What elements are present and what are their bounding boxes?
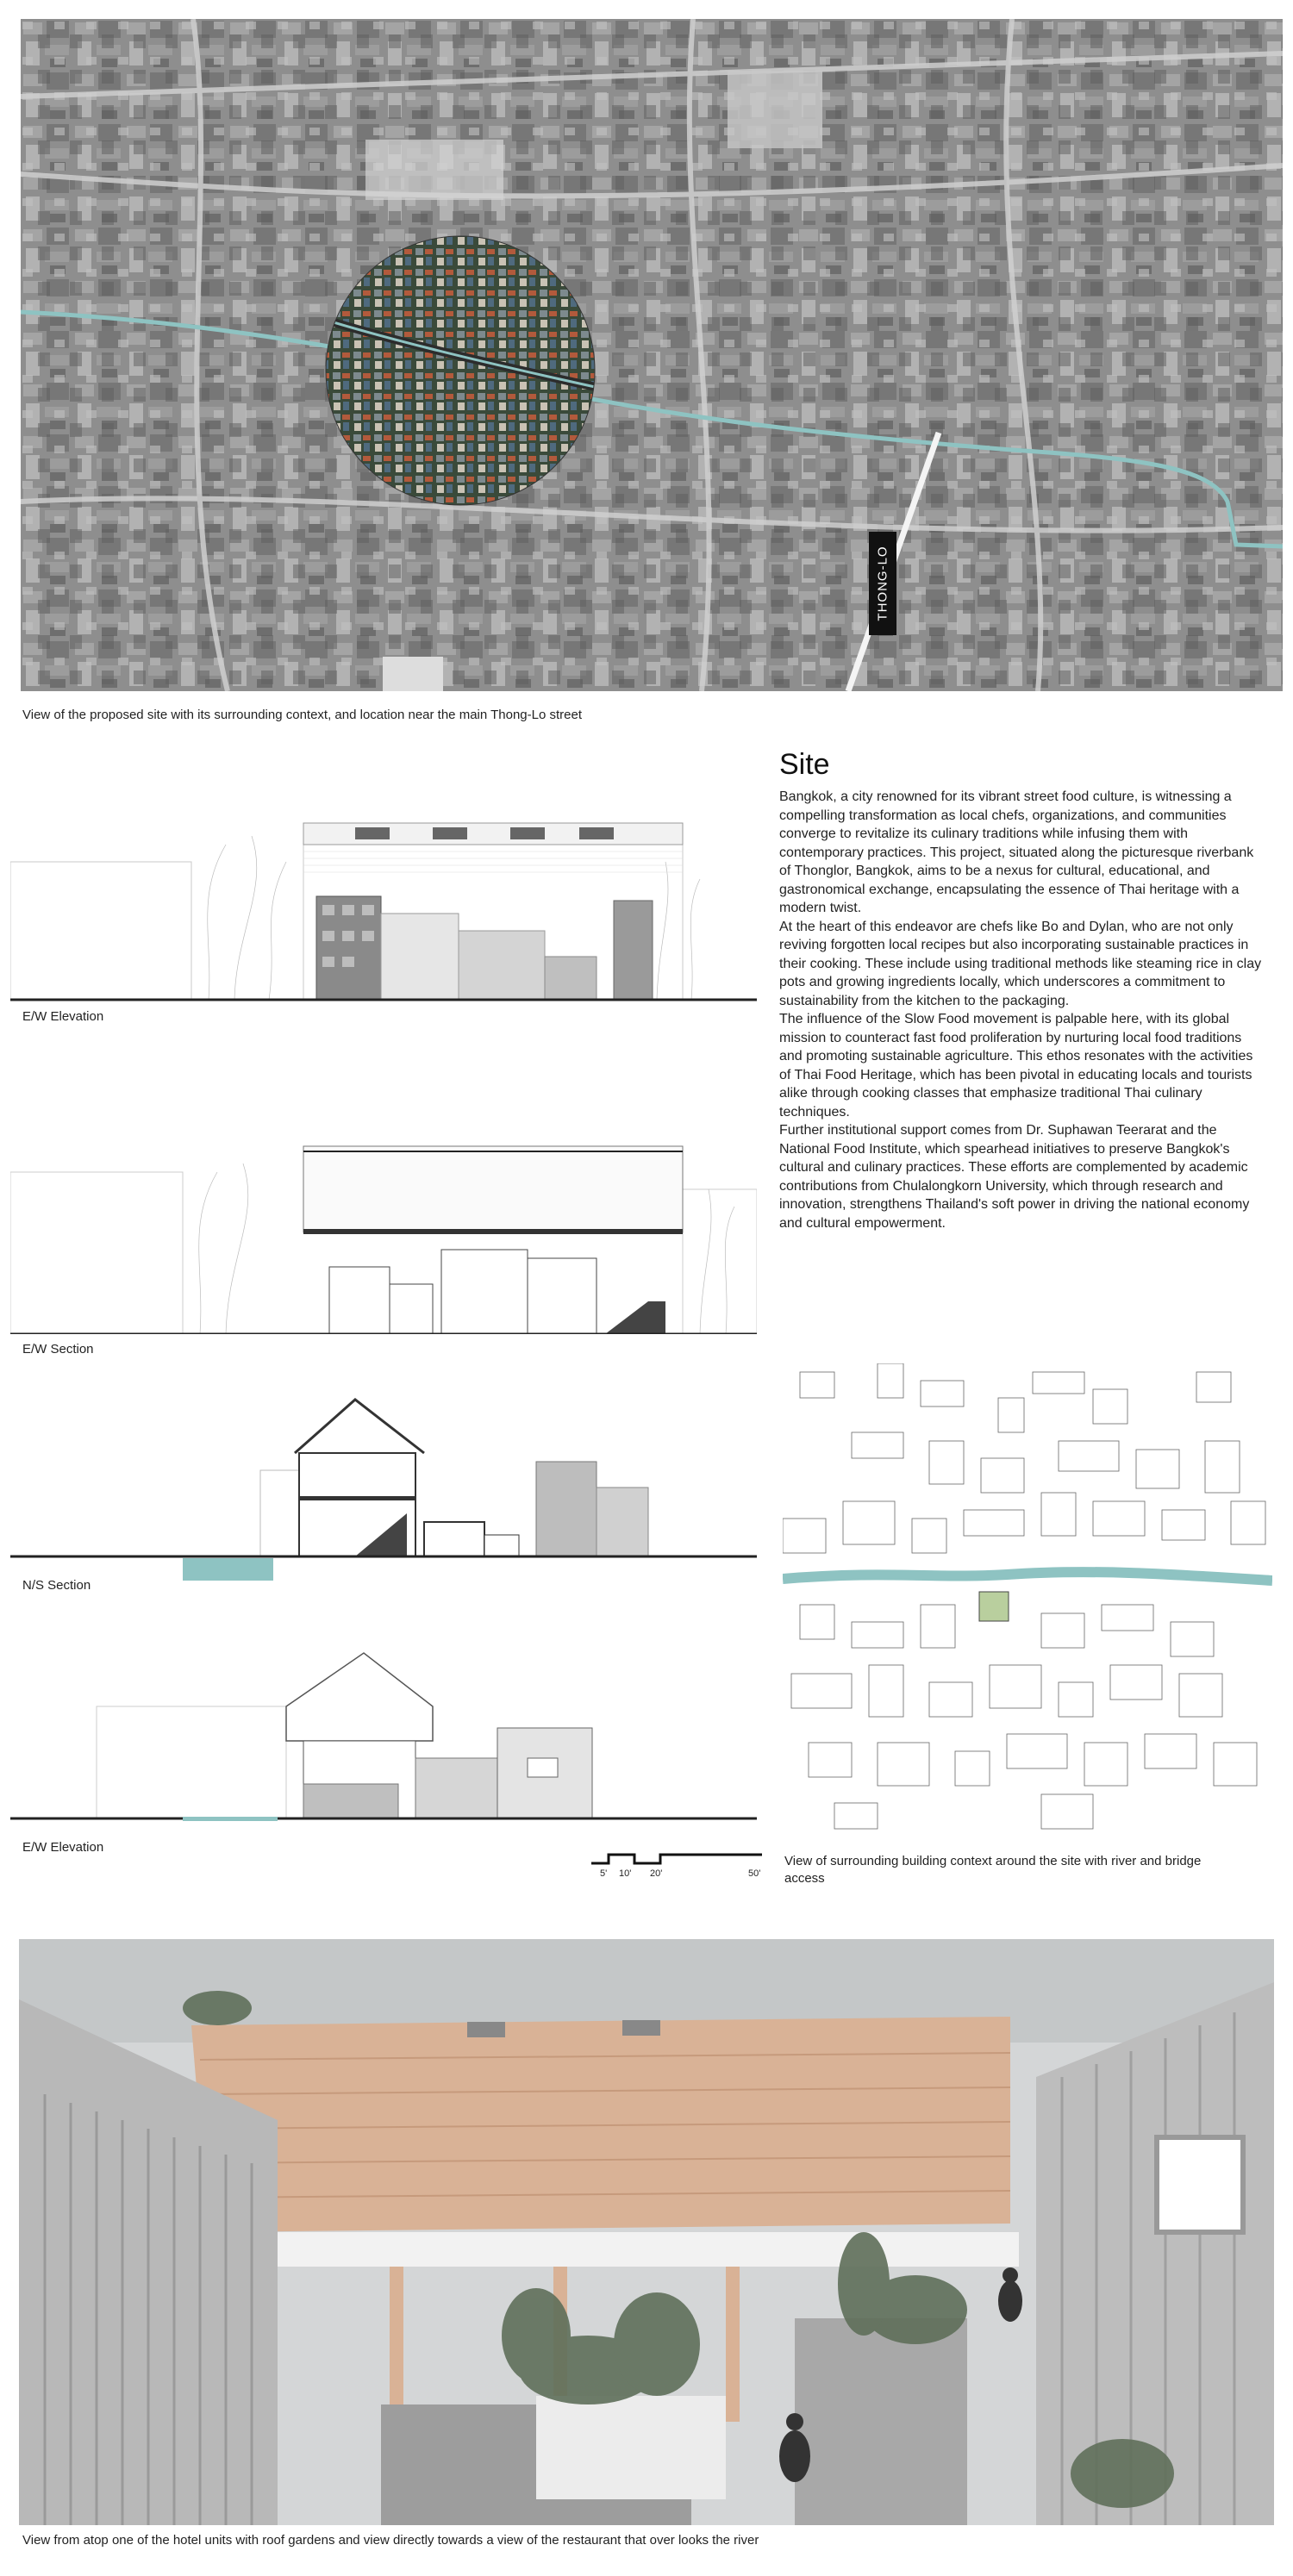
- context-map-caption: View of surrounding building context around the site with river and bridge access: [784, 1854, 1202, 1886]
- ew-elevation-1-drawing: [10, 810, 757, 1001]
- street-label: [869, 532, 896, 635]
- aerial-map: [21, 19, 1283, 691]
- site-paragraph: Further institutional support comes from Dr. Suphawan Teerarat and the National Food Institute, which spearhead initiatives to preserve Bangkok's cultural and culinary practices. These efforts are complemented by academic contributions from Chulalongkorn University, which through research and innovation, strengthens Thailand's soft power in driving the national economy and cultural empowerment.: [779, 1123, 1250, 1231]
- site-paragraph: At the heart of this endeavor are chefs like Bo and Dylan, who are not only reviving forgotten local recipes but also incorporating sustainable practices in their cooking. These include using traditional methods like steaming rice in clay pots and growing ingredients locally, which underscores a commitment to sustainability from the kitchen to the packaging.: [779, 919, 1262, 1008]
- ew-section-drawing: [10, 1138, 757, 1334]
- scale-ticks: [600, 1868, 764, 1881]
- street-label-text: THONG-LO: [875, 546, 890, 621]
- render-caption: View from atop one of the hotel units with roof gardens and view directly towards a view of the restaurant that over looks the river: [22, 2533, 759, 2548]
- ew-section-label: E/W Section: [22, 1342, 94, 1357]
- aerial-map-graphic: [21, 19, 1283, 691]
- site-body: [779, 788, 1264, 1232]
- scale-tick: 20': [650, 1868, 663, 1879]
- ew-elevation-1-label: E/W Elevation: [22, 1009, 104, 1024]
- scale-tick: 5': [600, 1868, 608, 1879]
- map-caption: View of the proposed site with its surrounding context, and location near the main Thong-Lo street: [22, 708, 582, 722]
- render-view: [19, 1939, 1274, 2525]
- site-title: Site: [779, 748, 830, 781]
- scale-tick: 50': [748, 1868, 761, 1879]
- site-paragraph: Bangkok, a city renowned for its vibrant street food culture, is witnessing a compelling transformation as local chefs, organizations, and communities converge to revitalize its culinary traditions while infusing them with contemporary practices. This project, situated along the picturesque riverbank of Thonglor, Bangkok, aims to be a nexus for cultural, educational, and gastronomical exchange, encapsulating the essence of Thai heritage with a modern twist.: [779, 789, 1254, 915]
- ew-elevation-2-drawing: [10, 1646, 757, 1827]
- site-paragraph: The influence of the Slow Food movement is palpable here, with its global mission to counteract fast food proliferation by nurturing local food traditions and promoting sustainable agriculture. This ethos resonates with the activities of Thai Food Heritage, which has been pivotal in educating locals and tourists alike through cooking classes that emphasize traditional Thai culinary techniques.: [779, 1012, 1253, 1120]
- ns-section-label: N/S Section: [22, 1578, 91, 1593]
- ew-elevation-2-label: E/W Elevation: [22, 1840, 104, 1855]
- ns-section-drawing: [10, 1393, 757, 1587]
- context-map: [783, 1363, 1272, 1836]
- scale-bar: [591, 1853, 764, 1865]
- scale-tick: 10': [619, 1868, 632, 1879]
